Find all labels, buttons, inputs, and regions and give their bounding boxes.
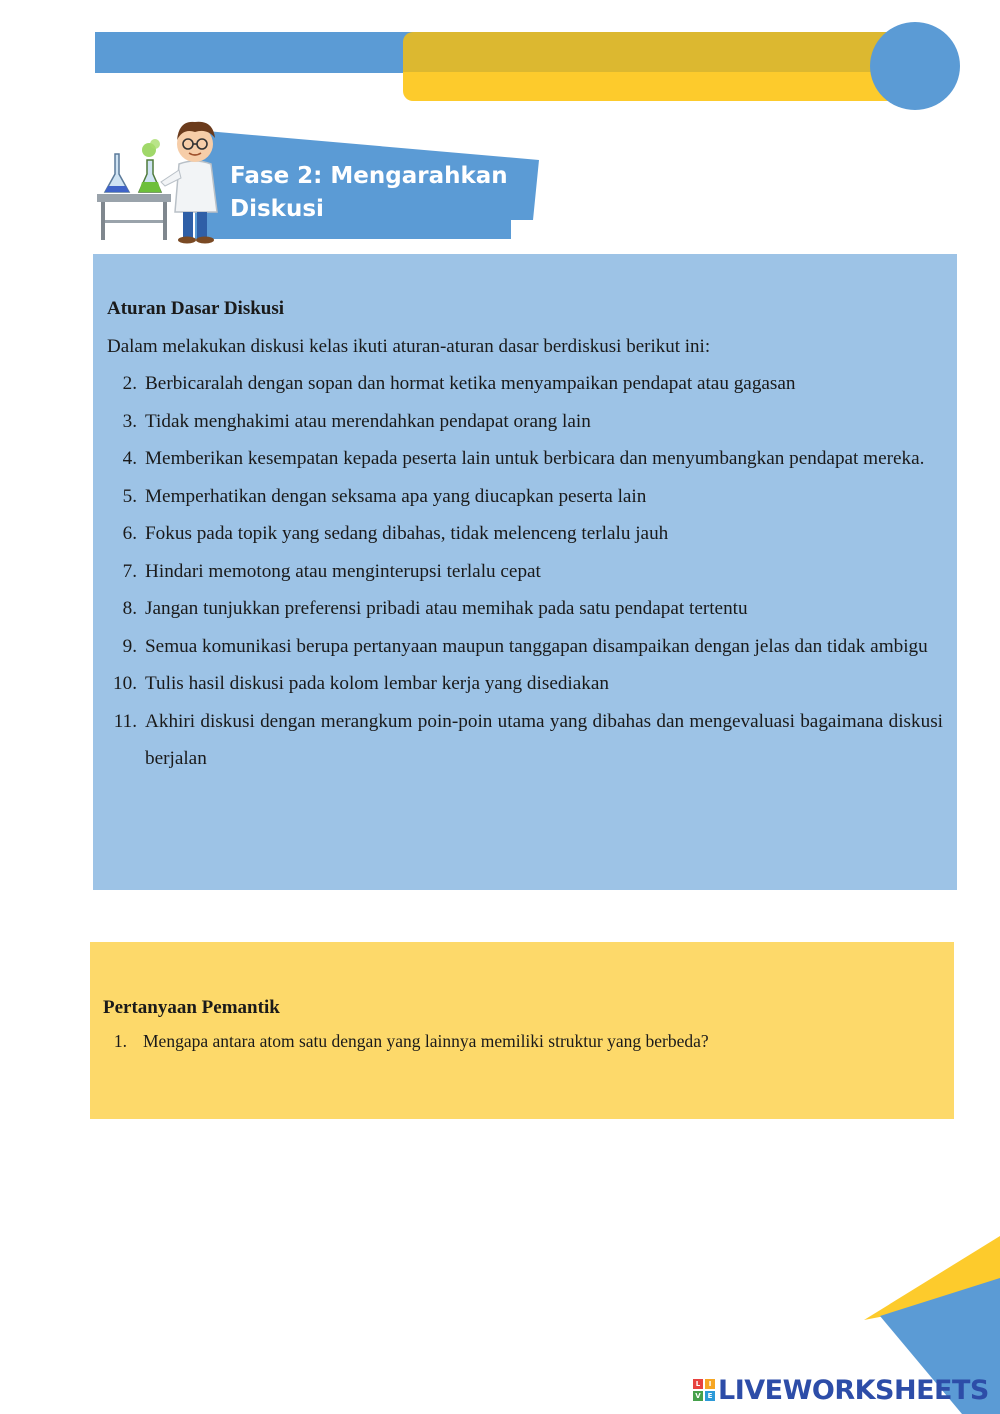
liveworksheets-logo[interactable] [693,1372,989,1408]
page-title-line-2: Diskusi [230,196,324,222]
rule-item: 4. Memberikan kesempatan kepada peserta lain untuk berbicara dan menyumbangkan pendapat mereka. [122,448,925,469]
rule-item: 5. Memperhatikan dengan seksama apa yang diucapkan peserta lain [122,485,647,507]
questions-list [103,1027,941,1055]
rule-item: 11. Akhiri diskusi dengan merangkum poin-poin utama yang dibahas dan mengevaluasi bagaimana diskusi berjalan [113,710,943,769]
lab-coat-icon [175,161,217,212]
scientist-illustration [95,112,235,244]
page-title [230,160,530,226]
header-bar-yellow [403,72,898,101]
rules-panel [93,254,957,890]
logo-mark-icon: L I V E [693,1379,715,1401]
questions-heading: Pertanyaan Pemantik [103,997,280,1018]
page-title-line-1: Fase 2: Mengarahkan [230,163,508,189]
rules-list [107,365,943,778]
header-circle [870,22,960,110]
question-panel [90,942,954,1119]
logo-text: LIVEWORKSHEETS [718,1374,989,1406]
rule-item: 6. Fokus pada topik yang sedang dibahas, tidak melenceng terlalu jauh [122,523,669,544]
question-item: 1. Mengapa antara atom satu dengan yang lainnya memiliki struktur yang berbeda? [113,1031,709,1051]
rule-item: 3. Tidak menghakimi atau merendahkan pendapat orang lain [122,410,591,432]
rule-item: 9. Semua komunikasi berupa pertanyaan maupun tanggapan disampaikan dengan jelas dan tidak ambigu [122,635,928,657]
rule-item: 10. Tulis hasil diskusi pada kolom lembar kerja yang disediakan [113,673,609,694]
lab-table-icon [97,194,171,202]
rules-intro: Dalam melakukan diskusi kelas ikuti aturan-aturan dasar berdiskusi berikut ini: [107,336,711,357]
rule-item: 7. Hindari memotong atau menginterupsi terlalu cepat [122,560,541,582]
rule-item: 8. Jangan tunjukkan preferensi pribadi atau memihak pada satu pendapat tertentu [122,598,748,619]
rules-heading: Aturan Dasar Diskusi [107,298,285,319]
header-bar-yellow-dark [403,32,898,74]
rule-item: 2. Berbicaralah dengan sopan dan hormat ketika menyampaikan pendapat atau gagasan [122,373,796,394]
